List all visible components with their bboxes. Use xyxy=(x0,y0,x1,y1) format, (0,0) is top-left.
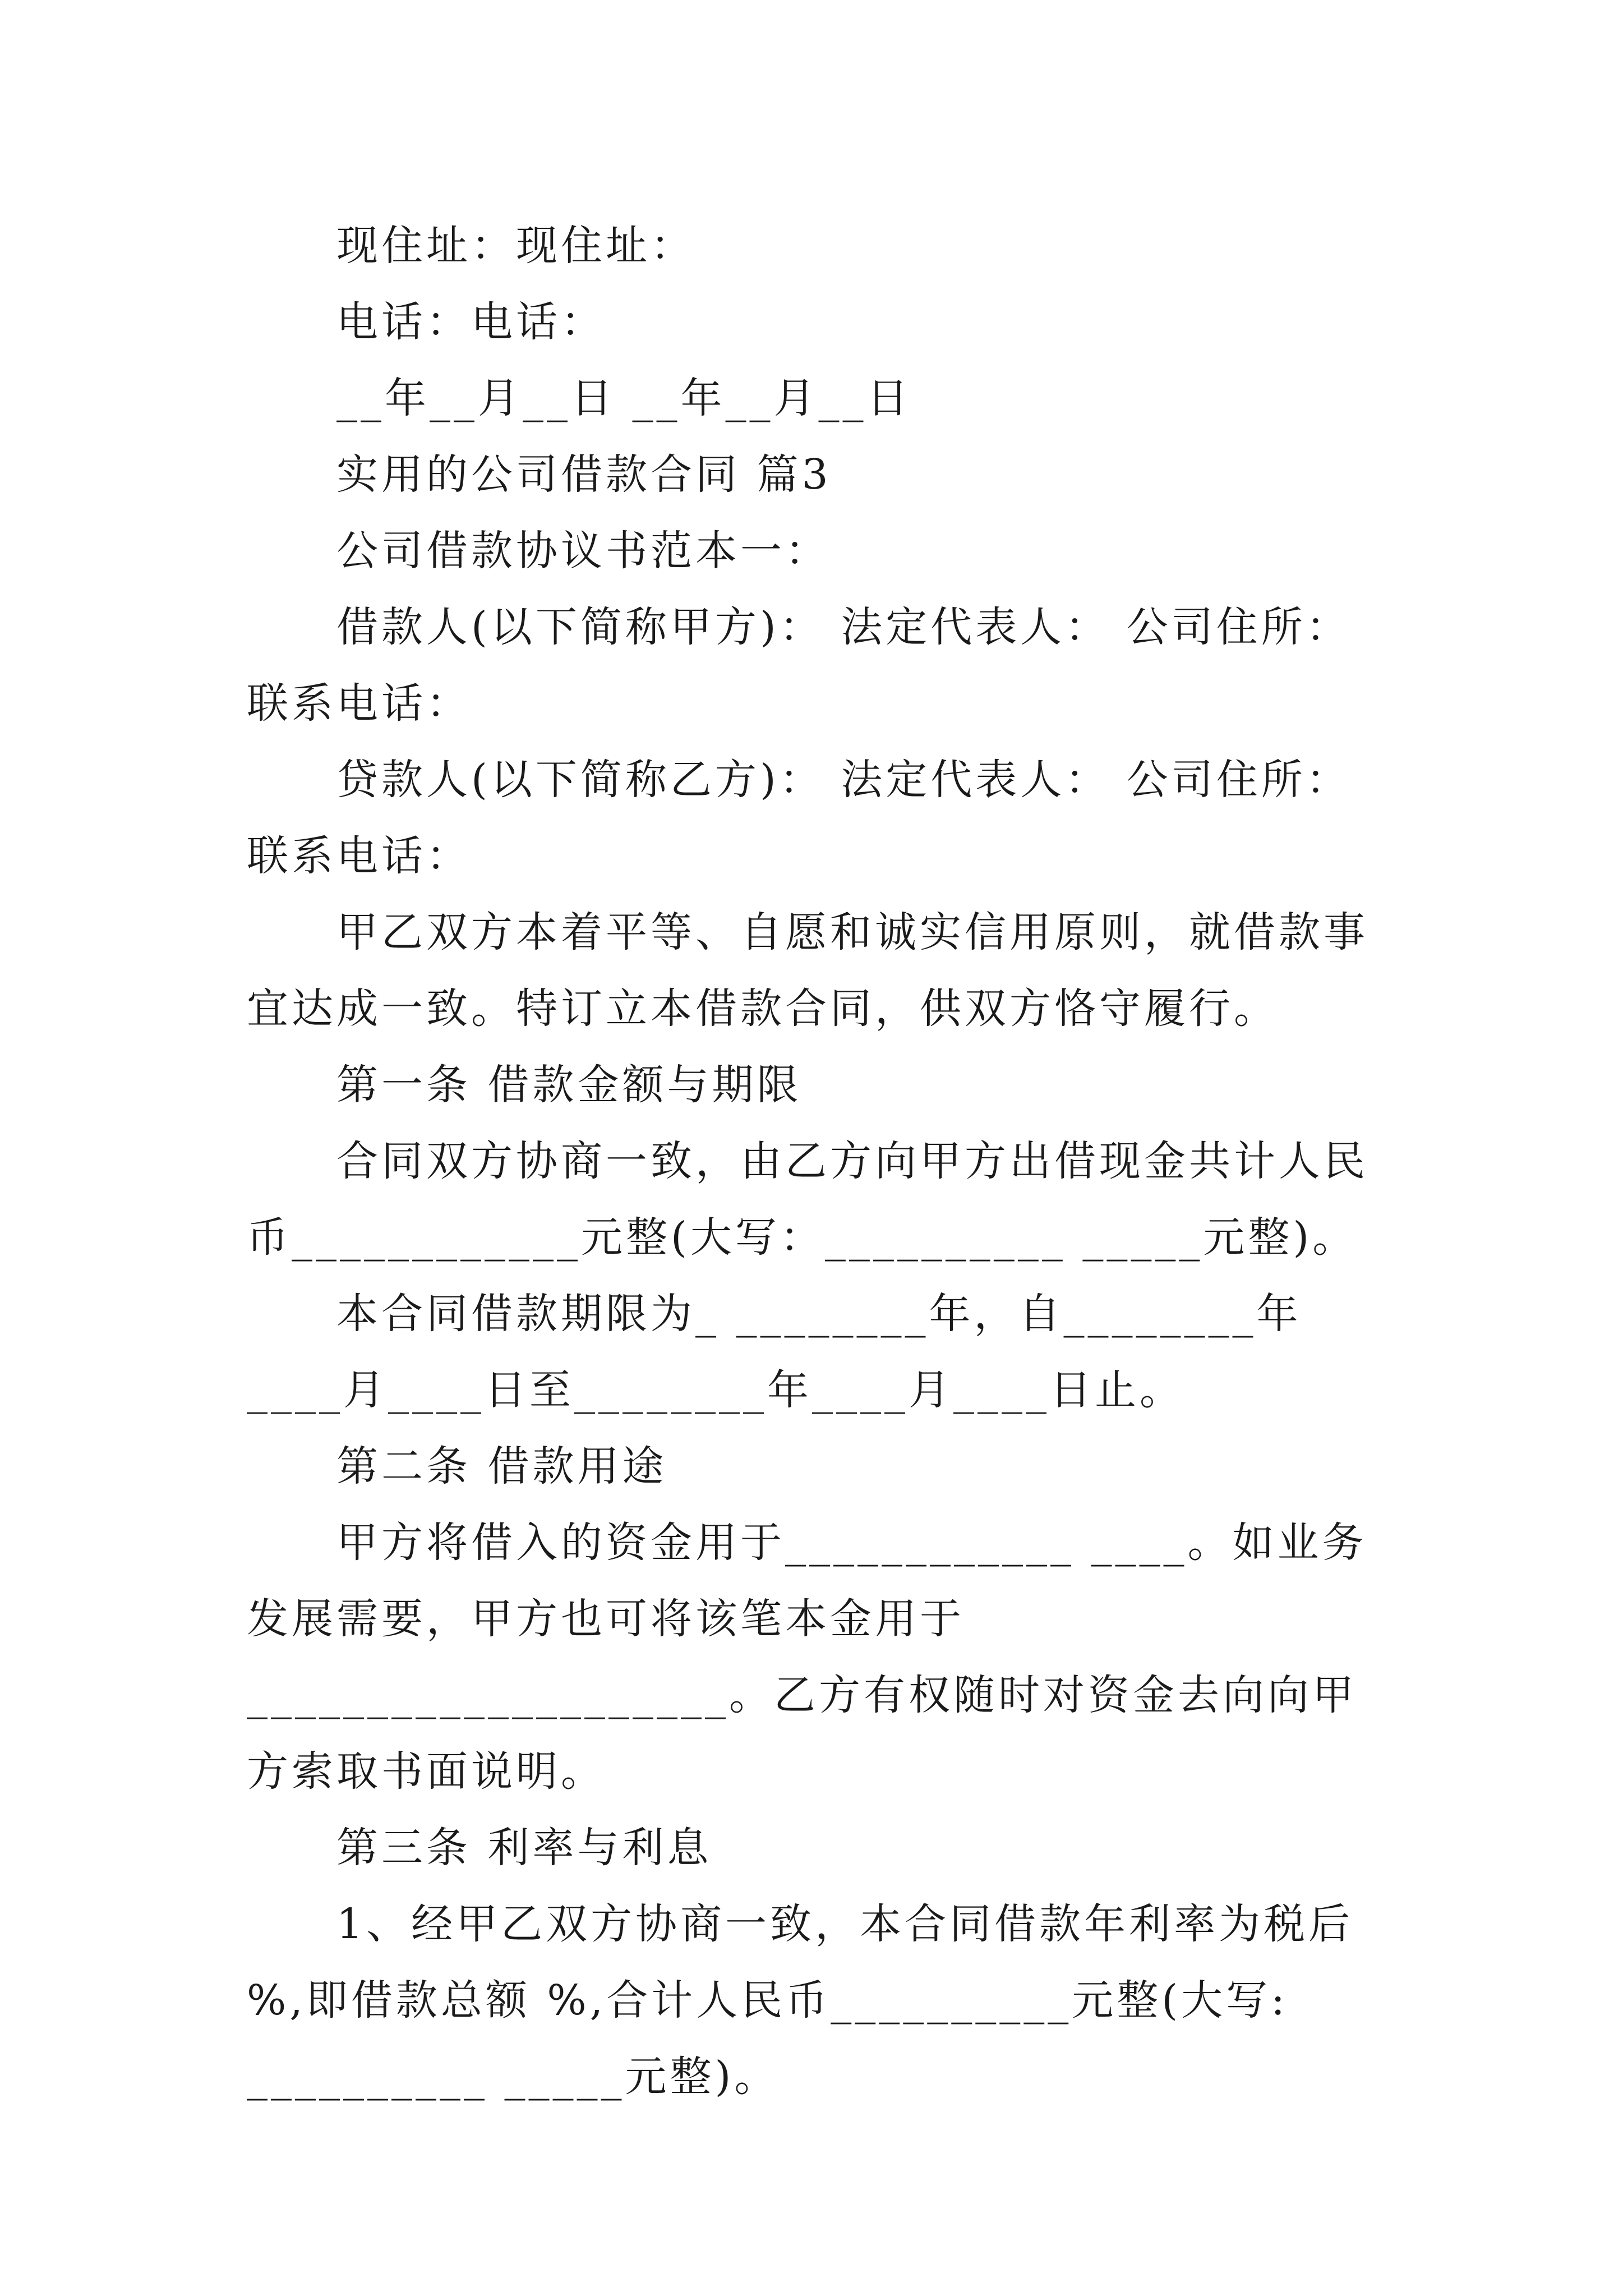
preamble-paragraph: 甲乙双方本着平等、自愿和诚实信用原则，就借款事宜达成一致。特订立本借款合同，供双方恪守履行。 xyxy=(247,908,1368,1033)
article-1-heading: 第一条 借款金额与期限 xyxy=(336,1061,802,1109)
borrower-line: 借款人(以下简称甲方)： 法定代表人： 公司住所： 联系电话： xyxy=(247,603,1368,728)
address-line: 现住址：现住址： xyxy=(336,222,695,270)
article-3-item-1: 1、经甲乙双方协商一致，本合同借款年利率为税后 %,即借款总额 %,合计人民币__________元整(大写: __________ _____元整)。 xyxy=(247,1900,1370,2101)
section-title: 实用的公司借款合同 篇3 xyxy=(336,450,832,499)
lender-line: 贷款人(以下简称乙方)： 法定代表人： 公司住所： 联系电话： xyxy=(247,756,1368,880)
document-body xyxy=(247,208,1385,2115)
template-title: 公司借款协议书范本一： xyxy=(336,527,830,575)
article-1-term: 本合同借款期限为_ ________年，自________年____月____日至________年____月____日止。 xyxy=(247,1290,1302,1414)
article-2-body: 甲方将借入的资金用于____________ ____。如业务发展需要，甲方也可将该笔本金用于____________________。乙方有权随时对资金去向向甲方索取书面说明。 xyxy=(247,1519,1367,1796)
date-line: __年__月__日 __年__月__日 xyxy=(336,374,912,422)
article-3-heading: 第三条 利率与利息 xyxy=(336,1824,712,1872)
phone-line: 电话：电话： xyxy=(336,298,606,346)
article-1-amount: 合同双方协商一致，由乙方向甲方出借现金共计人民币____________元整(大写：__________ _____元整)。 xyxy=(247,1137,1368,1262)
article-2-heading: 第二条 借款用途 xyxy=(336,1442,667,1490)
